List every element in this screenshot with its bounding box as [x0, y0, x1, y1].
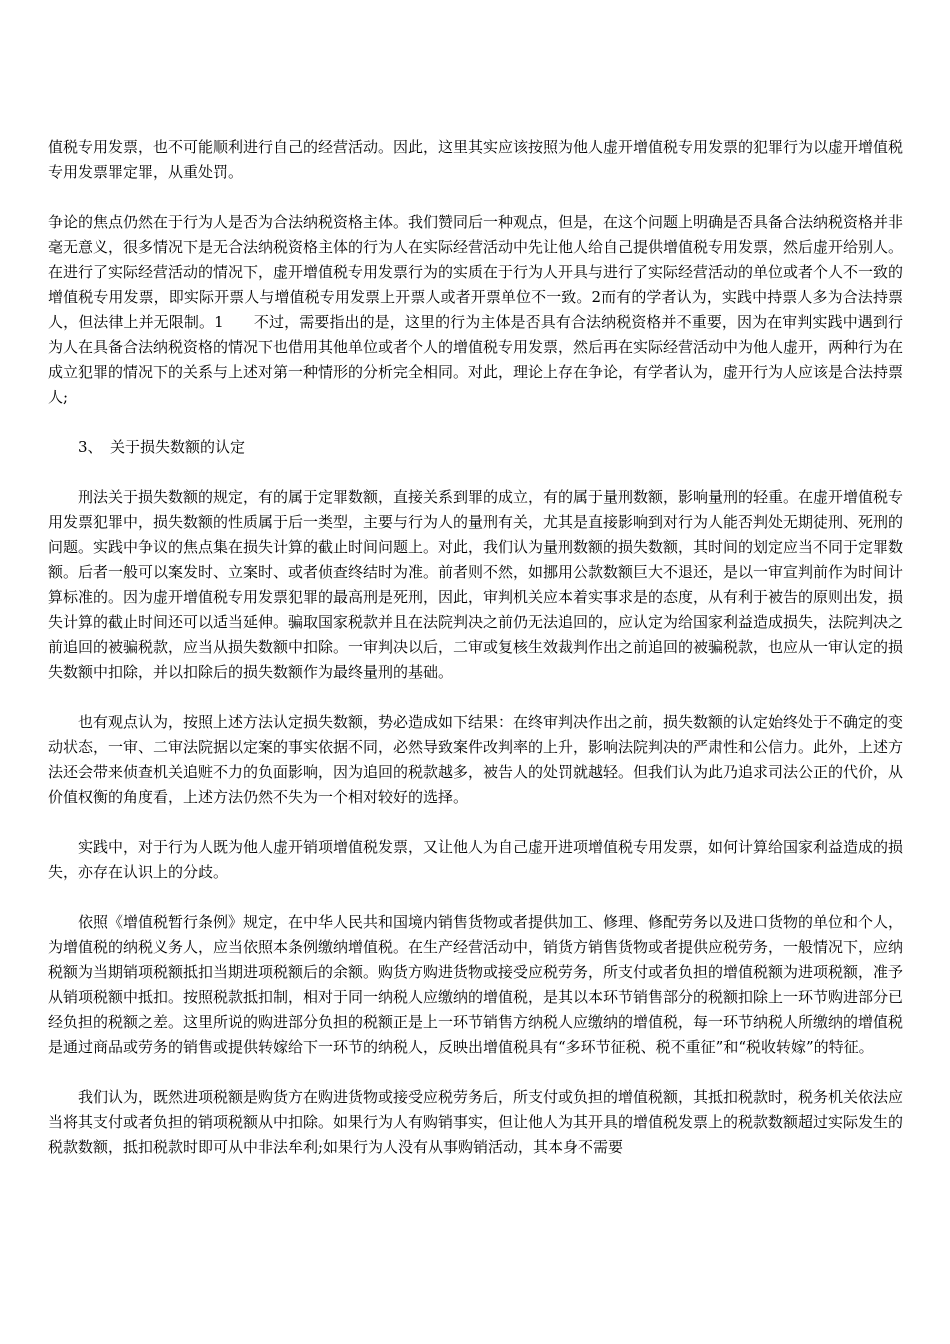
paragraph-5: 实践中，对于行为人既为他人虚开销项增值税发票，又让他人为自己虚开进项增值税专用发票，如何计算给国家利益造成的损失，亦存在认识上的分歧。 [48, 838, 904, 881]
paragraph-1: 值税专用发票，也不可能顺利进行自己的经营活动。因此，这里其实应该按照为他人虚开增值税专用发票的犯罪行为以虚开增值税专用发票罪定罪，从重处罚。 [48, 138, 904, 181]
paragraph-7: 我们认为，既然进项税额是购货方在购进货物或接受应税劳务后，所支付或负担的增值税额，其抵扣税款时，税务机关依法应当将其支付或者负担的销项税额从中扣除。如果行为人有购销事实，但让他人为其开具的增值税发票上的税款数额超过实际发生的税款数额，抵扣税款时即可从中非法牟利;如果行为人没有从事购销活动，其本身不需要 [48, 1088, 904, 1156]
paragraph-6: 依照《增值税暂行条例》规定，在中华人民共和国境内销售货物或者提供加工、修理、修配劳务以及进口货物的单位和个人，为增值税的纳税义务人，应当依照本条例缴纳增值税。在生产经营活动中，销货方销售货物或者提供应税劳务，一般情况下，应纳税额为当期销项税额抵扣当期进项税额后的余额。购货方购进货物或接受应税劳务，所支付或者负担的增值税额为进项税额，准予从销项税额中抵扣。按照税款抵扣制，相对于同一纳税人应缴纳的增值税，是其以本环节销售部分的税额扣除上一环节购进部分已经负担的税额之差。这里所说的购进部分负担的税额正是上一环节销售方纳税人应缴纳的增值税，每一环节纳税人所缴纳的增值税是通过商品或劳务的销售或提供转嫁给下一环节的纳税人，反映出增值税具有“多环节征税、税不重征”和“税收转嫁”的特征。 [48, 913, 904, 1056]
paragraph-4: 也有观点认为，按照上述方法认定损失数额，势必造成如下结果：在终审判决作出之前，损失数额的认定始终处于不确定的变动状态，一审、二审法院据以定案的事实依据不同，必然导致案件改判率的上升，影响法院判决的严肃性和公信力。此外，上述方法还会带来侦查机关追赃不力的负面影响，因为追回的税款越多，被告人的处罚就越轻。但我们认为此乃追求司法公正的代价，从价值权衡的角度看，上述方法仍然不失为一个相对较好的选择。 [48, 713, 904, 806]
document-page [48, 135, 903, 1185]
section-heading: 3、 关于损失数额的认定 [78, 438, 246, 456]
paragraph-3: 刑法关于损失数额的规定，有的属于定罪数额，直接关系到罪的成立，有的属于量刑数额，影响量刑的轻重。在虚开增值税专用发票犯罪中，损失数额的性质属于后一类型，主要与行为人的量刑有关，尤其是直接影响到对行为人能否判处无期徒刑、死刑的问题。实践中争议的焦点集在损失计算的截止时间问题上。对此，我们认为量刑数额的损失数额，其时间的划定应当不同于定罪数额。后者一般可以案发时、立案时、或者侦查终结时为准。前者则不然，如挪用公款数额巨大不退还，是以一审宣判前作为时间计算标准的。因为虚开增值税专用发票犯罪的最高刑是死刑，因此，审判机关应本着实事求是的态度，从有利于被告的原则出发，损失计算的截止时间还可以适当延伸。骗取国家税款并且在法院判决之前仍无法追回的，应认定为给国家利益造成损失，法院判决之前追回的被骗税款，应当从损失数额中扣除。一审判决以后，二审或复核生效裁判作出之前追回的被骗税款，也应从一审认定的损失数额中扣除，并以扣除后的损失数额作为最终量刑的基础。 [48, 488, 904, 681]
paragraph-2: 争论的焦点仍然在于行为人是否为合法纳税资格主体。我们赞同后一种观点，但是，在这个问题上明确是否具备合法纳税资格并非毫无意义，很多情况下是无合法纳税资格主体的行为人在实际经营活动中先让他人给自己提供增值税专用发票，然后虚开给别人。在进行了实际经营活动的情况下，虚开增值税专用发票行为的实质在于行为人开具与进行了实际经营活动的单位或者个人不一致的增值税专用发票，即实际开票人与增值税专用发票上开票人或者开票单位不一致。2而有的学者认为，实践中持票人多为合法持票人，但法律上并无限制。1 不过，需要指出的是，这里的行为主体是否具有合法纳税资格并不重要，因为在审判实践中遇到行为人在具备合法纳税资格的情况下也借用其他单位或者个人的增值税专用发票，然后再在实际经营活动中为他人虚开，两种行为在成立犯罪的情况下的关系与上述对第一种情形的分析完全相同。对此，理论上存在争论，有学者认为，虚开行为人应该是合法持票人; [48, 213, 904, 406]
